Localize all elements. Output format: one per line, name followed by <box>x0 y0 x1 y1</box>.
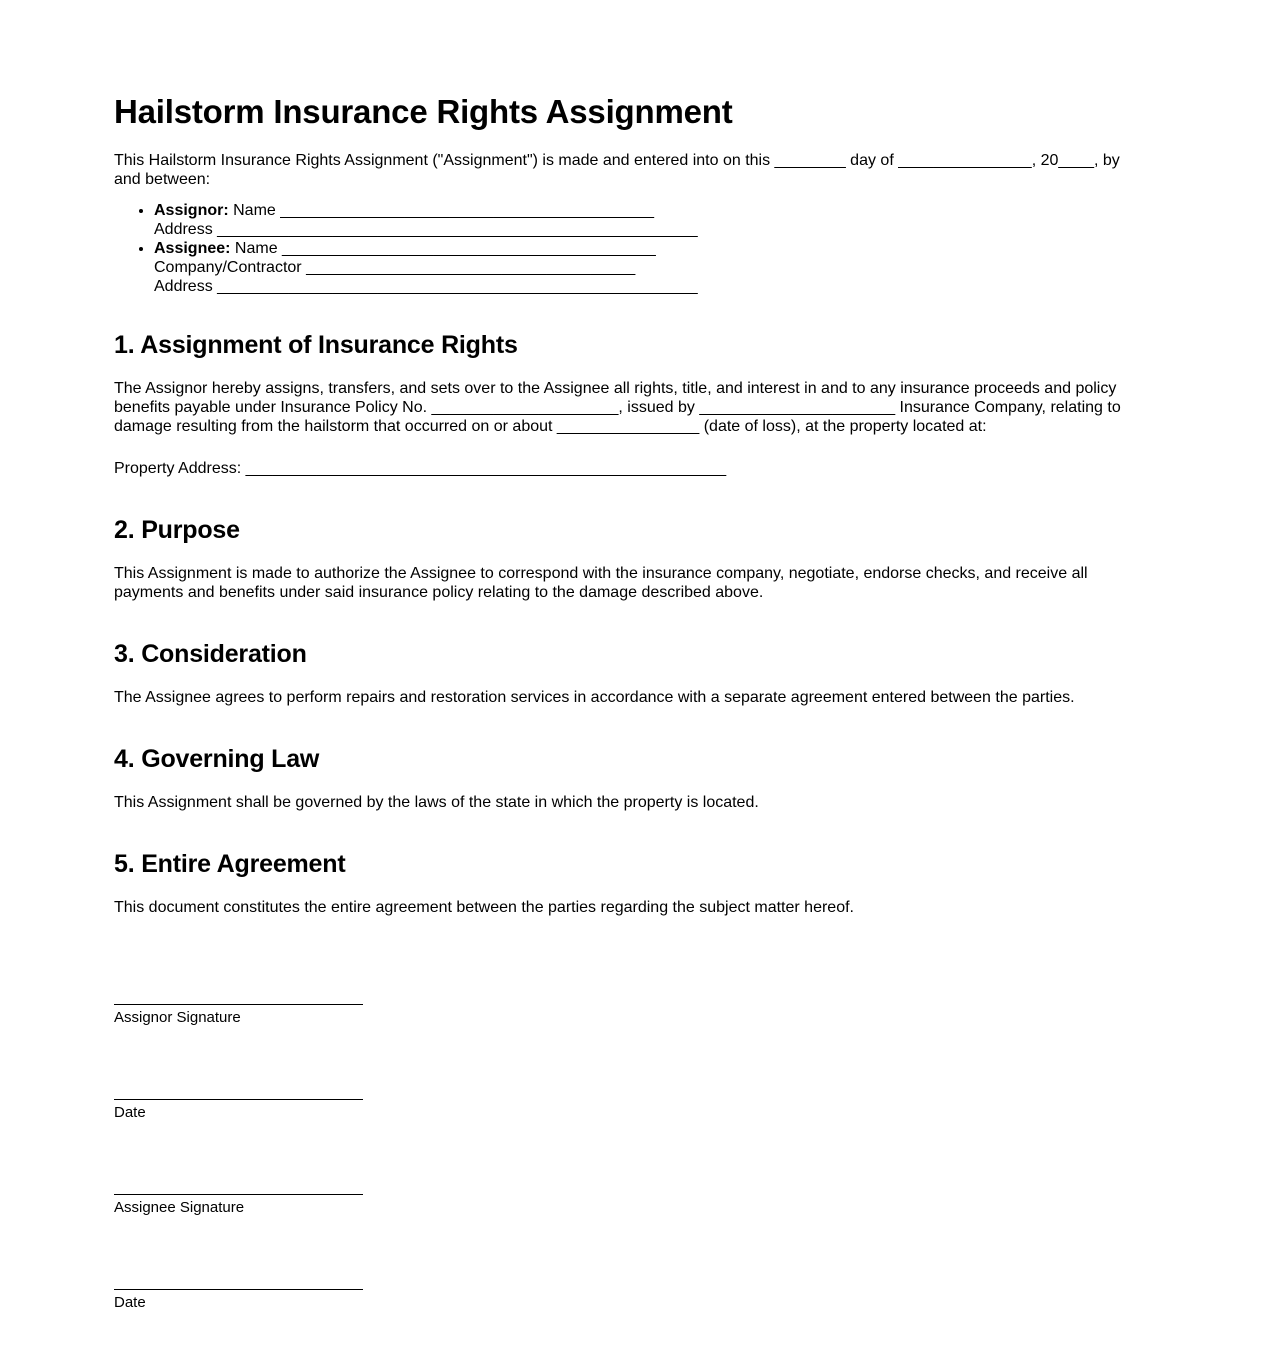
section-2-paragraph: This Assignment is made to authorize the Assignee to correspond with the insurance company, negotiate, endorse checks, and receive all payments and benefits under said insurance policy relating to the damage described above. <box>114 565 1088 601</box>
blank-insurer: ______________________ <box>699 399 896 416</box>
section-1-text-p2: , issued by <box>618 399 700 416</box>
signature-block <box>114 1004 1122 1312</box>
list-item-assignor <box>154 201 1122 239</box>
section-3-paragraph: The Assignee agrees to perform repairs and restoration services in accordance with a separate agreement entered between the parties. <box>114 689 1075 706</box>
assignee-role-label: Assignee: <box>154 240 231 257</box>
signature-group-assignor-date <box>114 1099 1122 1122</box>
property-address-label: Property Address: <box>114 460 246 477</box>
assignor-name-line <box>154 201 1122 220</box>
assignor-address-label: Address <box>154 221 218 238</box>
assignor-address-line <box>154 220 1122 239</box>
intro-text-part1: This Hailstorm Insurance Rights Assignment ("Assignment") is made and entered into on this <box>114 152 775 169</box>
signature-label-assignor-signature: Assignor Signature <box>114 1009 241 1026</box>
assignor-name-blank: __________________________________________ <box>280 202 654 219</box>
signature-group-assignee-signature <box>114 1194 1122 1217</box>
section-1-text-p4: (date of loss), at the property located at: <box>699 418 987 435</box>
assignee-address-line <box>154 277 1122 296</box>
section-heading-3: 3. Consideration <box>114 640 307 668</box>
intro-text-part3: , 20 <box>1031 152 1059 169</box>
signature-rule-assignor-date <box>114 1099 363 1100</box>
property-address-blank: ______________________________________________________ <box>245 460 727 477</box>
blank-date-of-loss: ________________ <box>556 418 700 435</box>
intro-paragraph <box>114 151 1122 189</box>
blank-month: _______________ <box>898 152 1032 169</box>
signature-label-assignee-date: Date <box>114 1294 146 1311</box>
section-heading-1: 1. Assignment of Insurance Rights <box>114 331 518 359</box>
assignee-company-label: Company/Contractor <box>154 259 307 276</box>
party-list <box>114 201 1122 296</box>
signature-rule-assignee-date <box>114 1289 363 1290</box>
assignee-name-line <box>154 239 1122 258</box>
section-heading-4: 4. Governing Law <box>114 745 320 773</box>
blank-policy-number: _____________________ <box>431 399 619 416</box>
section-1-text-p3: Insurance Company, relating to damage resulting from the hailstorm that occurred on or about <box>114 399 1121 435</box>
assignee-company-line <box>154 258 1122 277</box>
assignor-role-label: Assignor: <box>154 202 229 219</box>
assignor-name-label: Name <box>228 202 281 219</box>
assignor-address-blank: ______________________________________________________ <box>217 221 698 238</box>
signature-label-assignor-date: Date <box>114 1104 146 1121</box>
signature-group-assignee-date <box>114 1289 1122 1312</box>
blank-year: ____ <box>1058 152 1094 169</box>
intro-text-part2: day of <box>845 152 899 169</box>
list-item-assignee <box>154 239 1122 296</box>
assignee-address-label: Address <box>154 278 218 295</box>
signature-group-assignor-signature <box>114 1004 1122 1027</box>
assignee-name-blank: __________________________________________ <box>282 240 656 257</box>
section-1-paragraph <box>114 379 1122 436</box>
signature-label-assignee-signature: Assignee Signature <box>114 1199 245 1216</box>
signature-rule-assignor-signature <box>114 1004 363 1005</box>
assignee-name-label: Name <box>230 240 283 257</box>
section-4-paragraph: This Assignment shall be governed by the laws of the state in which the property is located. <box>114 794 759 811</box>
assignee-address-blank: ______________________________________________________ <box>217 278 698 295</box>
signature-rule-assignee-signature <box>114 1194 363 1195</box>
intro-text-part4: , by and between: <box>114 152 1120 188</box>
property-address-line <box>114 459 1122 478</box>
page-title: Hailstorm Insurance Rights Assignment <box>114 93 733 130</box>
section-heading-2: 2. Purpose <box>114 516 240 544</box>
assignee-company-blank: _____________________________________ <box>306 259 636 276</box>
section-heading-5: 5. Entire Agreement <box>114 850 346 878</box>
section-5-paragraph: This document constitutes the entire agreement between the parties regarding the subject matter hereof. <box>114 899 854 916</box>
blank-day: ________ <box>774 152 846 169</box>
section-1-text-p1: The Assignor hereby assigns, transfers, and sets over to the Assignee all rights, title, and interest in and to any insurance proceeds and policy benefits payable under Insurance Policy No. <box>114 380 1117 416</box>
